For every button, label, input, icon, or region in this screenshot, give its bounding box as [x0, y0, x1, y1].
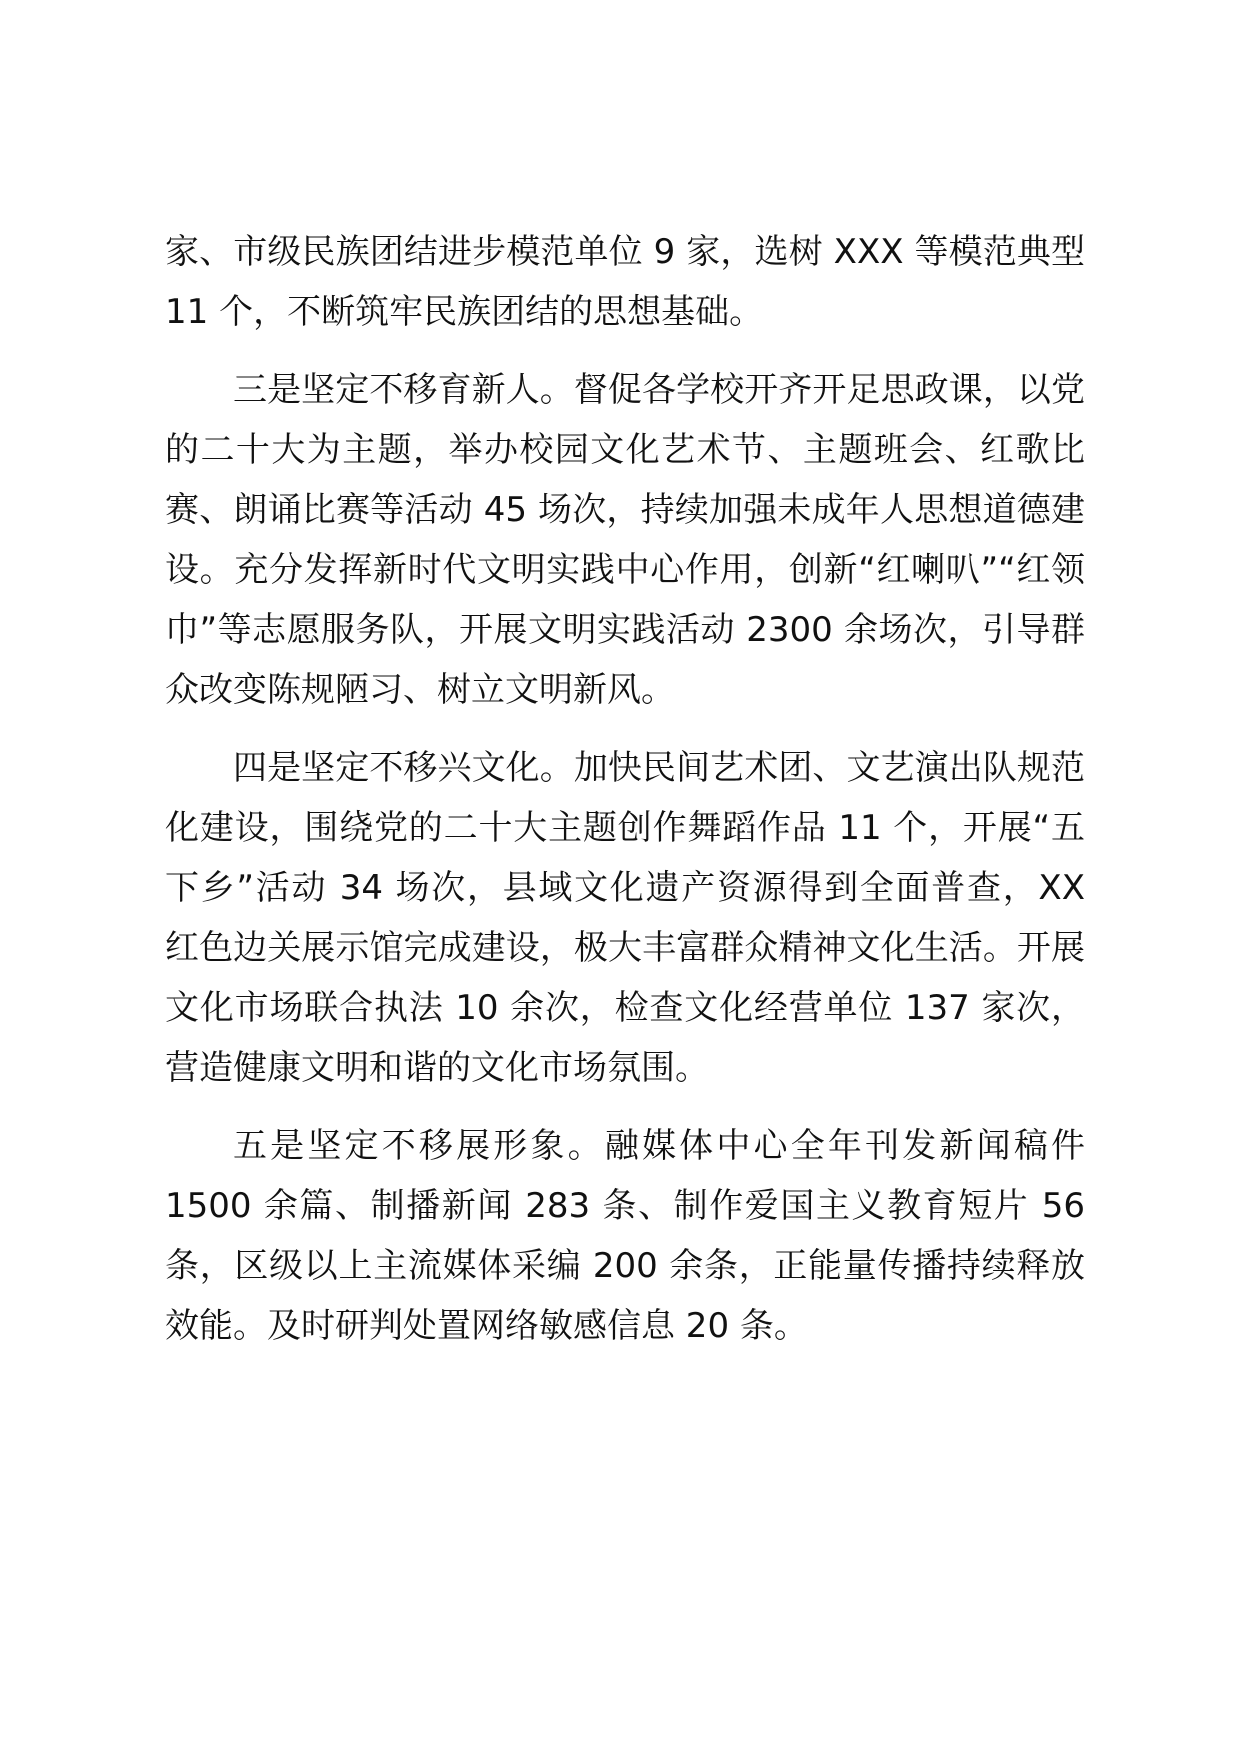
paragraph-culture: 四是坚定不移兴文化。加快民间艺术团、文艺演出队规范化建设，围绕党的二十大主题创作舞蹈作品 11 个，开展“五下乡”活动 34 场次，县域文化遗产资源得到全面普查，XX 红色边关展示馆完成建设，极大丰富群众精神文化生活。开展文化市场联合执法 10 余次，检查文化经营单位 137 家次，营造健康文明和谐的文化市场氛围。	[165, 748, 1085, 1088]
paragraph-image: 五是坚定不移展形象。融媒体中心全年刊发新闻稿件 1500 余篇、制播新闻 283 条、制作爱国主义教育短片 56 条，区级以上主流媒体采编 200 余条，正能量传播持续释放效能。及时研判处置网络敏感信息 20 条。	[165, 1126, 1085, 1346]
paragraph-continuation: 家、市级民族团结进步模范单位 9 家，选树 XXX 等模范典型 11 个，不断筑牢民族团结的思想基础。	[165, 232, 1085, 332]
paragraph-new-people: 三是坚定不移育新人。督促各学校开齐开足思政课，以党的二十大为主题，举办校园文化艺术节、主题班会、红歌比赛、朗诵比赛等活动 45 场次，持续加强未成年人思想道德建设。充分发挥新时代文明实践中心作用，创新“红喇叭”“红领巾”等志愿服务队，开展文明实践活动 2300 余场次，引导群众改变陈规陋习、树立文明新风。	[165, 370, 1085, 710]
document-body	[165, 222, 1085, 1374]
